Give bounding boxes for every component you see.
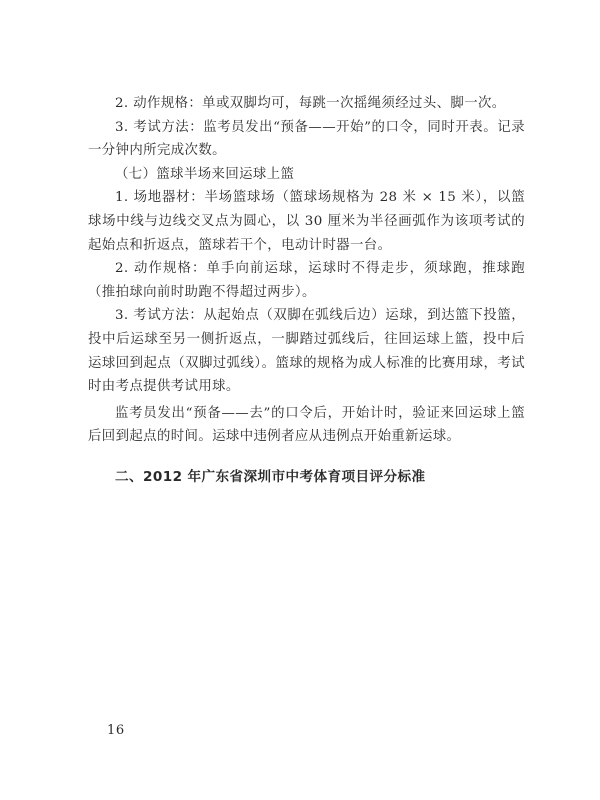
jump-rope-action-spec: 2. 动作规格：单或双脚均可，每跳一次摇绳须经过头、脚一次。 (115, 96, 506, 111)
basketball-equipment: 1. 场地器材：半场篮球场（篮球场规格为 28 米 × 15 米），以篮球场中线与边线交叉点为圆心，以 30 厘米为半径画弧作为该项考试的起始点和折返点，篮球若干个，电动计时器一台。 (88, 190, 525, 253)
jump-rope-test-method: 3. 考试方法：监考员发出“预备——开始”的口令，同时开表。记录一分钟内所完成次数。 (88, 119, 525, 159)
page-content (88, 92, 525, 489)
basketball-timing-note: 监考员发出“预备——去”的口令后，开始计时，验证来回运球上篮后回到起点的时间。运球中违例者应从违例点开始重新运球。 (88, 405, 525, 445)
section-heading: 二、2012 年广东省深圳市中考体育项目评分标准 (115, 468, 426, 485)
page-number: 16 (107, 723, 125, 738)
basketball-subsection-heading: （七）篮球半场来回运球上篮 (115, 166, 295, 182)
basketball-action-spec: 2. 动作规格：单手向前运球，运球时不得走步，须球跑，推球跑（推拍球向前时助跑不得超过两步）。 (88, 261, 525, 300)
basketball-test-method: 3. 考试方法：从起始点（双脚在弧线后边）运球，到达篮下投篮，投中后运球至另一侧折返点，一脚踏过弧线后，往回运球上篮，投中后运球回到起点（双脚过弧线）。篮球的规格为成人标准的比赛用球，考试时由考点提供考试用球。 (88, 308, 525, 395)
